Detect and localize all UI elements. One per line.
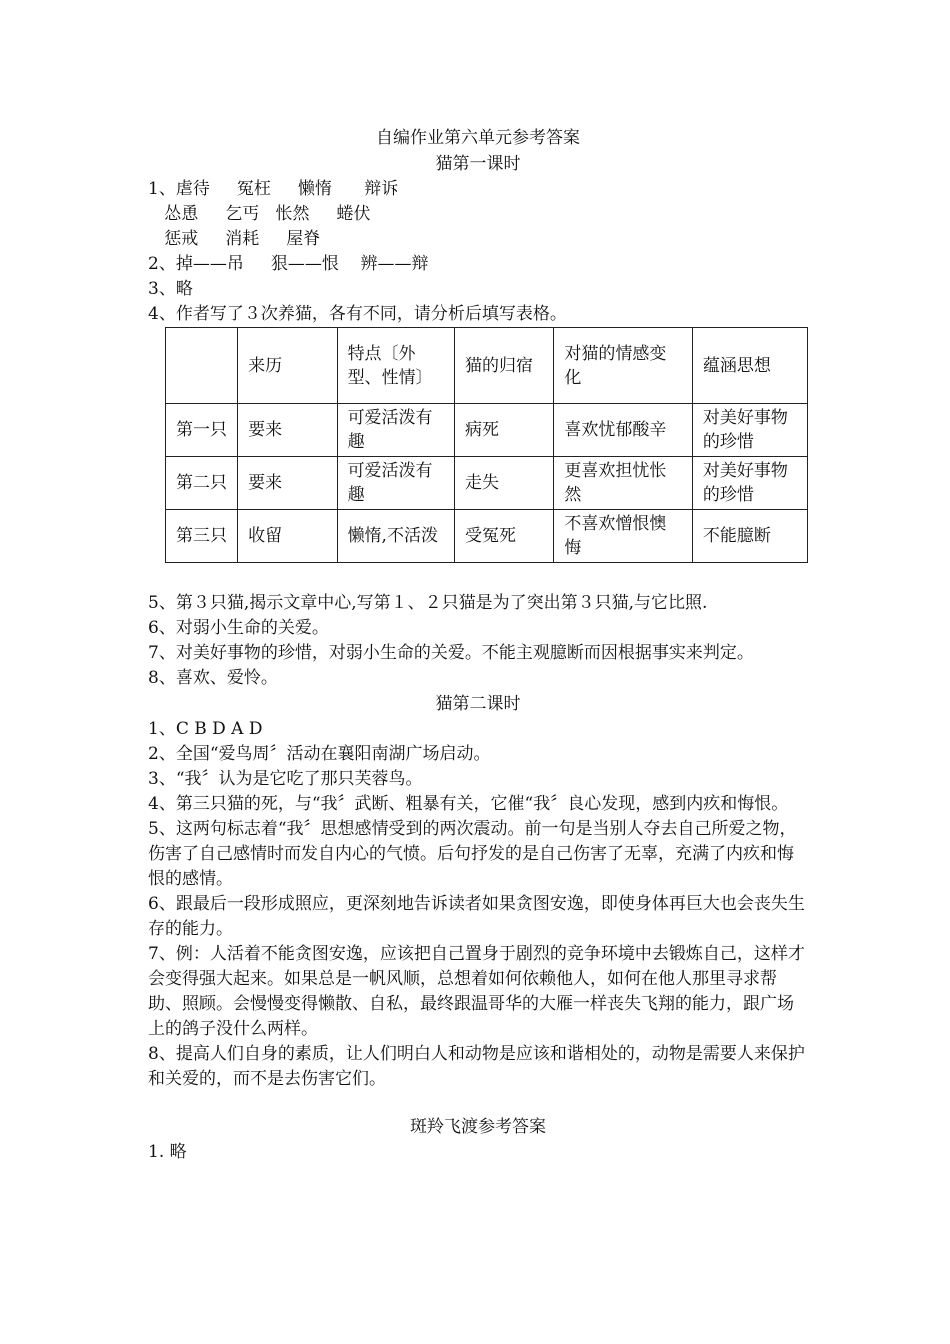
table-row xyxy=(166,457,808,510)
table-row xyxy=(166,510,808,563)
table-cell: 受冤死 xyxy=(454,510,553,563)
lesson1-q1-line1: 1、虐待 冤枉 懒惰 辩诉 xyxy=(148,179,399,199)
lesson1-q4: 4、作者写了３次养猫，各有不同，请分析后填写表格。 xyxy=(148,304,567,324)
lesson2-q8: 8、提高人们自身的素质，让人们明白人和动物是应该和谐相处的，动物是需要人来保护和关爱的，而不是去伤害它们。 xyxy=(148,1044,805,1089)
lesson2-q4: 4、第三只猫的死，与“我〞武断、粗暴有关，它催“我〞良心发现，感到内疚和悔恨。 xyxy=(148,794,789,814)
lesson1-q8: 8、喜欢、爱怜。 xyxy=(148,668,278,688)
table-cell: 第三只 xyxy=(166,510,238,563)
table-cell: 第二只 xyxy=(166,457,238,510)
lesson2-q3: 3、“我〞认为是它吃了那只芙蓉鸟。 xyxy=(148,769,423,789)
table-cell: 要来 xyxy=(238,457,337,510)
table-header-cell: 猫的归宿 xyxy=(454,328,553,404)
table-row xyxy=(166,404,808,457)
table-cell: 可爱活泼有趣 xyxy=(337,404,454,457)
table-cell: 收留 xyxy=(238,510,337,563)
table-cell: 更喜欢担忧怅然 xyxy=(554,457,692,510)
table-cell: 懒惰,不活泼 xyxy=(337,510,454,563)
document-page xyxy=(148,125,808,1165)
table-cell: 病死 xyxy=(454,404,553,457)
table-header-row xyxy=(166,328,808,404)
section-spacer xyxy=(148,1092,808,1114)
document-title: 自编作业第六单元参考答案 xyxy=(376,128,580,148)
lesson1-q1-line2: 怂恿 乞丐 怅然 蜷伏 xyxy=(148,204,371,224)
table-header-cell: 特点〔外型、性情〕 xyxy=(337,328,454,404)
lesson1-q1-line3: 惩戒 消耗 屋脊 xyxy=(148,229,321,249)
table-cell: 对美好事物的珍惜 xyxy=(692,404,807,457)
lesson1-heading: 猫第一课时 xyxy=(435,154,521,174)
table-cell: 要来 xyxy=(238,404,337,457)
lesson3-q1: 1. 略 xyxy=(148,1142,187,1162)
lesson2-q1: 1、C B D A D xyxy=(148,719,263,739)
table-header-cell: 来历 xyxy=(238,328,337,404)
lesson2-q5: 5、这两句标志着“我〞思想感情受到的两次震动。前一句是当别人夺去自己所爱之物，伤害了自己感情时而发自内心的气愤。后句抒发的是自己伤害了无辜，充满了内疚和悔恨的感情。 xyxy=(148,819,797,889)
table-cell: 走失 xyxy=(454,457,553,510)
lesson1-q7: 7、对美好事物的珍惜，对弱小生命的关爱。不能主观臆断而因根据事实来判定。 xyxy=(148,643,754,663)
cat-analysis-table xyxy=(165,327,808,563)
lesson1-q2: 2、掉——吊 狠——恨 辨——辩 xyxy=(148,254,429,274)
table-header-cell xyxy=(166,328,238,404)
lesson3-heading: 斑羚飞渡参考答案 xyxy=(410,1117,546,1137)
lesson2-q2: 2、全国“爱鸟周〞活动在襄阳南湖广场启动。 xyxy=(148,744,491,764)
table-cell: 喜欢忧郁酸辛 xyxy=(554,404,692,457)
lesson2-q7: 7、例：人活着不能贪图安逸，应该把自己置身于剧烈的竞争环境中去锻炼自己，这样才会变得强大起来。如果总是一帆风顺，总想着如何依赖他人，如何在他人那里寻求帮助、照顾。会慢慢变得懒散、自私，最终跟温哥华的大雁一样丧失飞翔的能力，跟广场上的鸽子没什么两样。 xyxy=(148,944,805,1039)
table-cell: 可爱活泼有趣 xyxy=(337,457,454,510)
table-cell: 不喜欢憎恨懊悔 xyxy=(554,510,692,563)
lesson1-q5: 5、第３只猫,揭示文章中心,写第１、２只猫是为了突出第３只猫,与它比照. xyxy=(148,593,708,613)
table-cell: 不能臆断 xyxy=(692,510,807,563)
table-cell: 第一只 xyxy=(166,404,238,457)
lesson1-q3: 3、略 xyxy=(148,279,193,299)
lesson2-heading: 猫第二课时 xyxy=(435,694,521,714)
table-header-cell: 对猫的情感变化 xyxy=(554,328,692,404)
table-header-cell: 蕴涵思想 xyxy=(692,328,807,404)
lesson1-q6: 6、对弱小生命的关爱。 xyxy=(148,618,329,638)
table-cell: 对美好事物的珍惜 xyxy=(692,457,807,510)
lesson2-q6: 6、跟最后一段形成照应，更深刻地告诉读者如果贪图安逸，即使身体再巨大也会丧失生存的能力。 xyxy=(148,894,805,939)
